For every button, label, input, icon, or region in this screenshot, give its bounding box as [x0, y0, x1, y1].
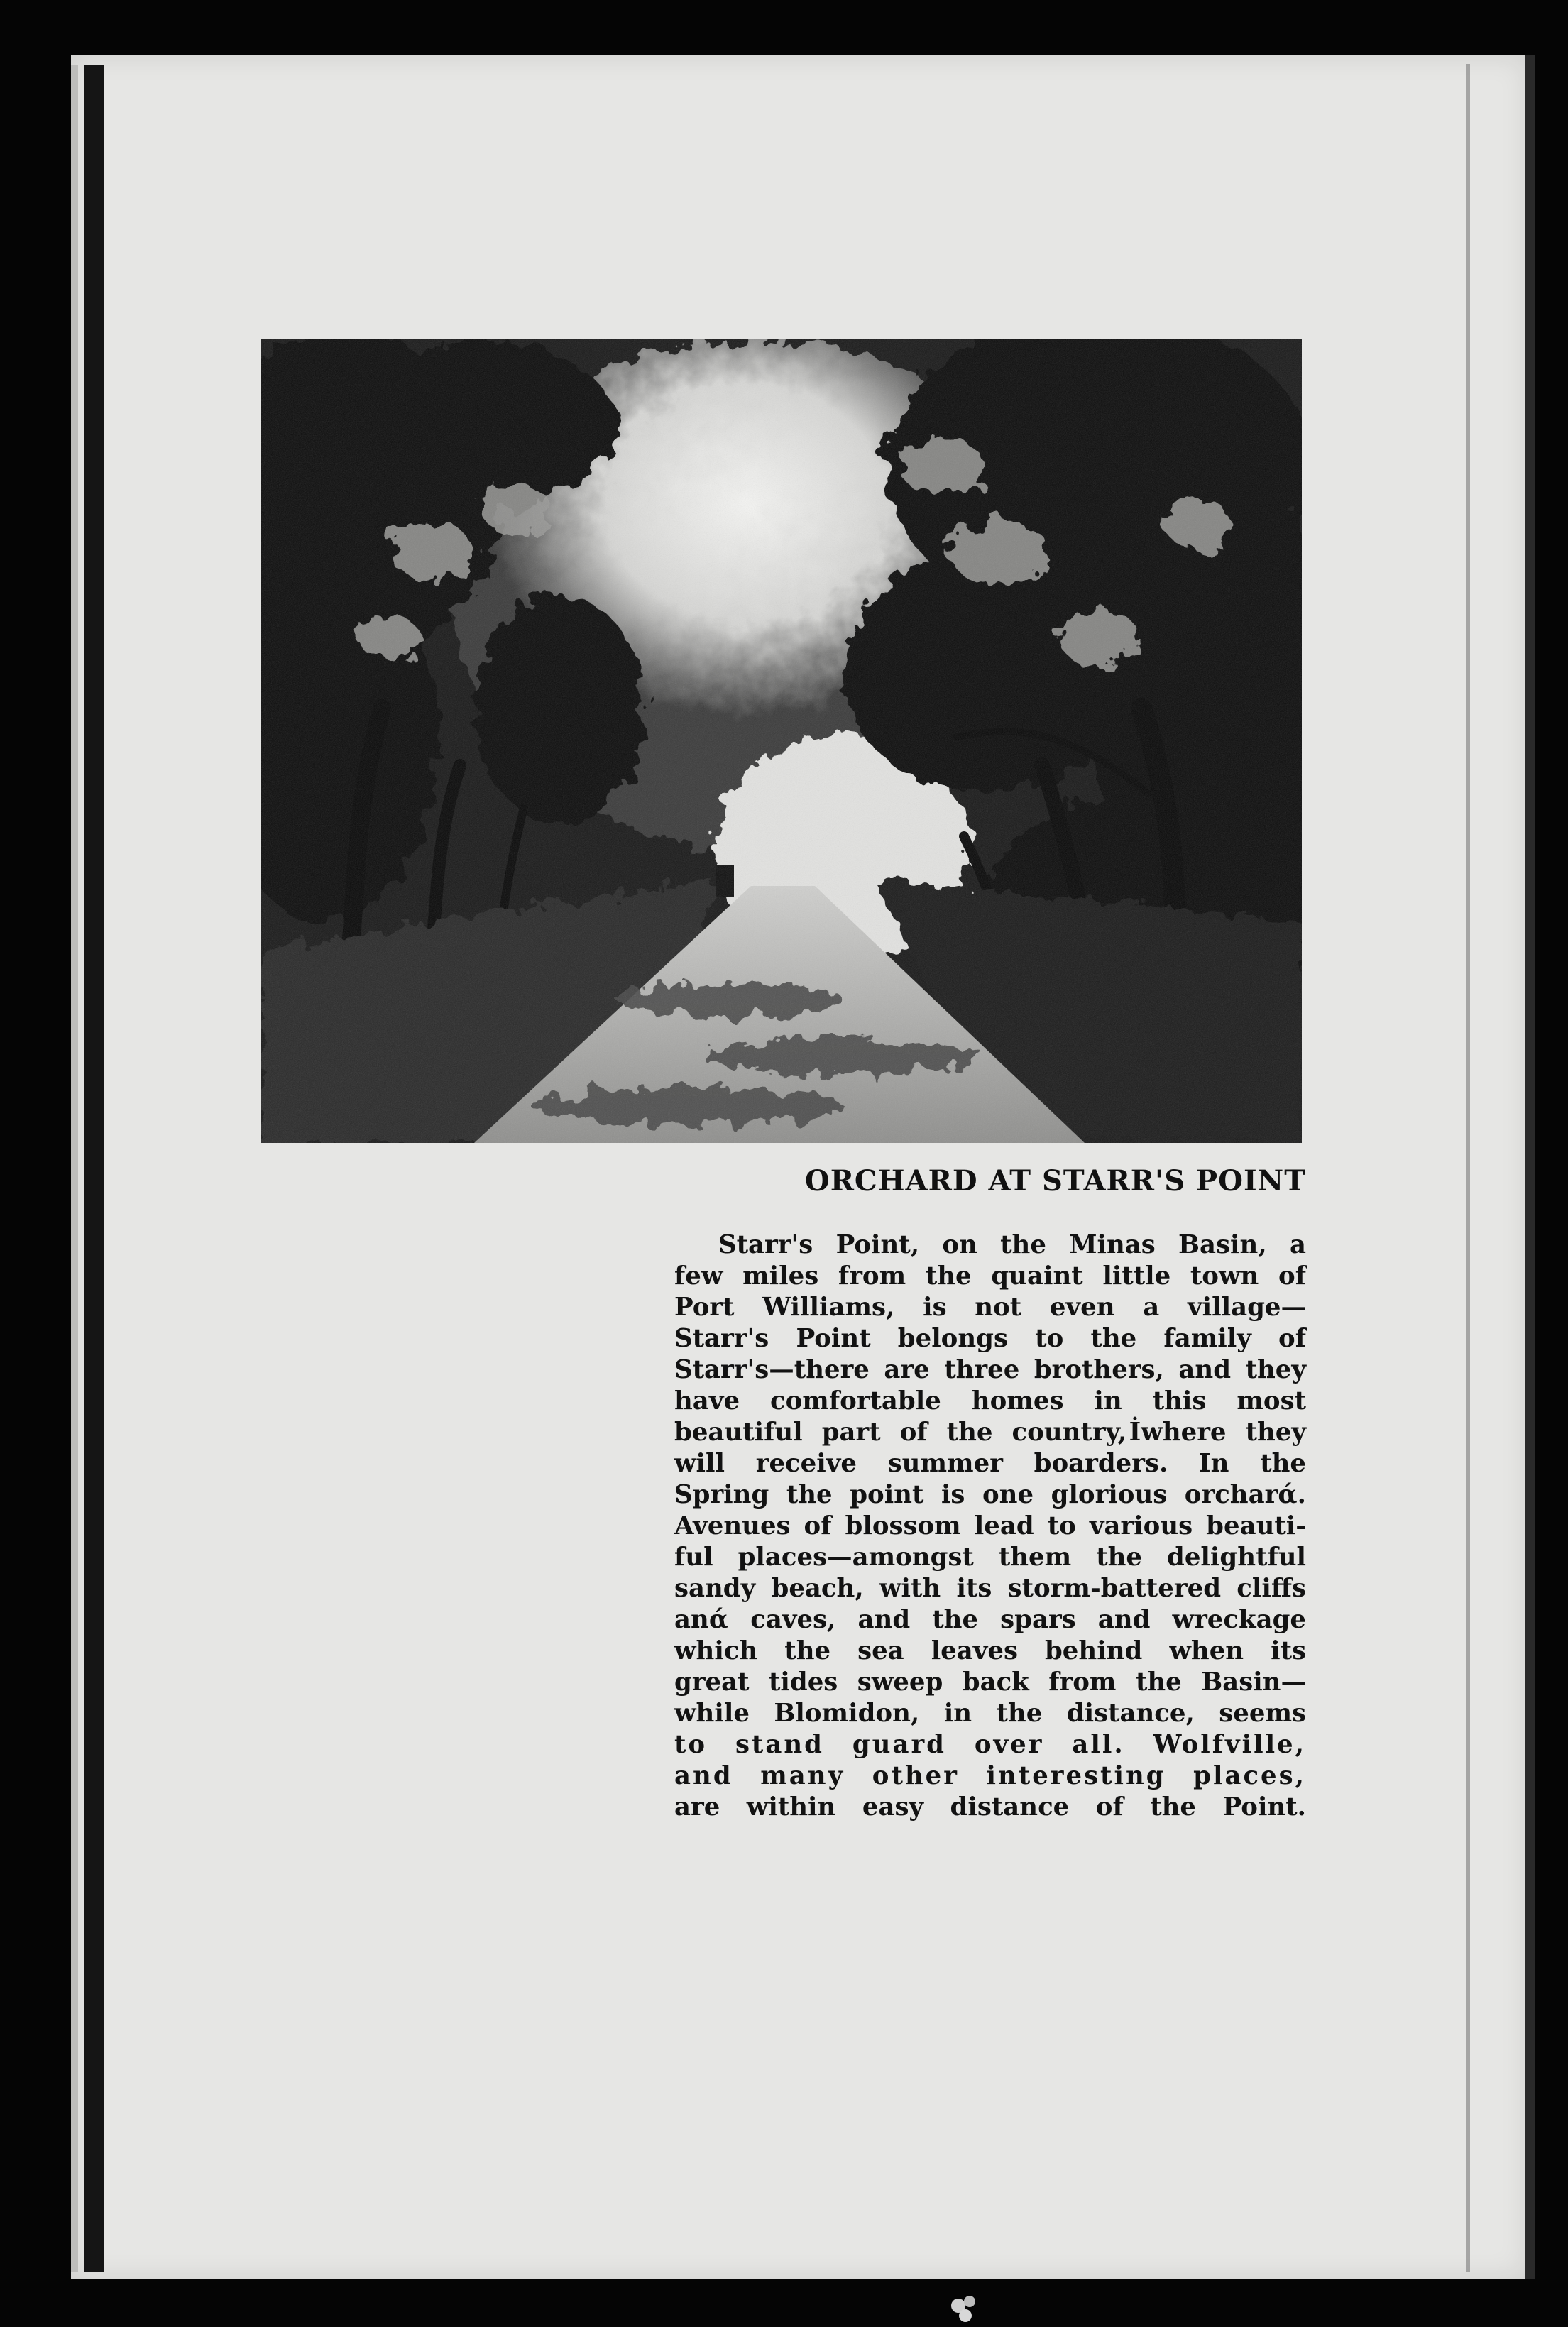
scan-speck	[944, 2284, 987, 2327]
text-line: are within easy distance of the Point.	[674, 1792, 1306, 1822]
text-line: few miles from the quaint little town of	[674, 1261, 1306, 1291]
text-line: ful places—amongst them the delightful	[674, 1543, 1306, 1572]
text-line: which the sea leaves behind when its	[674, 1636, 1306, 1665]
text-line: Starr's Point, on the Minas Basin, a	[718, 1230, 1306, 1259]
text-line: and many other interesting places,	[674, 1761, 1306, 1790]
page-right-fold	[1466, 64, 1470, 2272]
text-line: great tides sweep back from the Basin—	[674, 1668, 1306, 1697]
page-right-edge	[1525, 55, 1535, 2279]
illustration-caption: ORCHARD AT STARR'S POINT	[804, 1164, 1306, 1198]
text-line: will receive summer boarders. In the	[674, 1449, 1306, 1478]
text-line: Port Williams, is not even a village—	[674, 1293, 1306, 1322]
text-line: Starr's Point belongs to the family of	[674, 1324, 1306, 1353]
text-line: beautiful part of the country, İwhere they	[674, 1418, 1306, 1447]
text-line: Spring the point is one glorious orcharά.	[674, 1480, 1306, 1509]
text-line: to stand guard over all. Wolfville,	[674, 1730, 1306, 1759]
text-line: Starr's—there are three brothers, and they	[674, 1355, 1306, 1384]
binding-edge	[71, 65, 78, 2272]
orchard-illustration	[261, 339, 1302, 1143]
text-line: sandy beach, with its storm-battered cliffs	[674, 1574, 1306, 1603]
article-text	[674, 1230, 1306, 1823]
text-line: anά caves, and the spars and wreckage	[674, 1605, 1306, 1634]
text-line: while Blomidon, in the distance, seems	[674, 1699, 1306, 1728]
text-line: Avenues of blossom lead to various beauti-	[674, 1511, 1306, 1540]
orchard-painting	[261, 339, 1302, 1143]
page-binding	[84, 65, 104, 2272]
text-line: have comfortable homes in this most	[674, 1386, 1306, 1416]
